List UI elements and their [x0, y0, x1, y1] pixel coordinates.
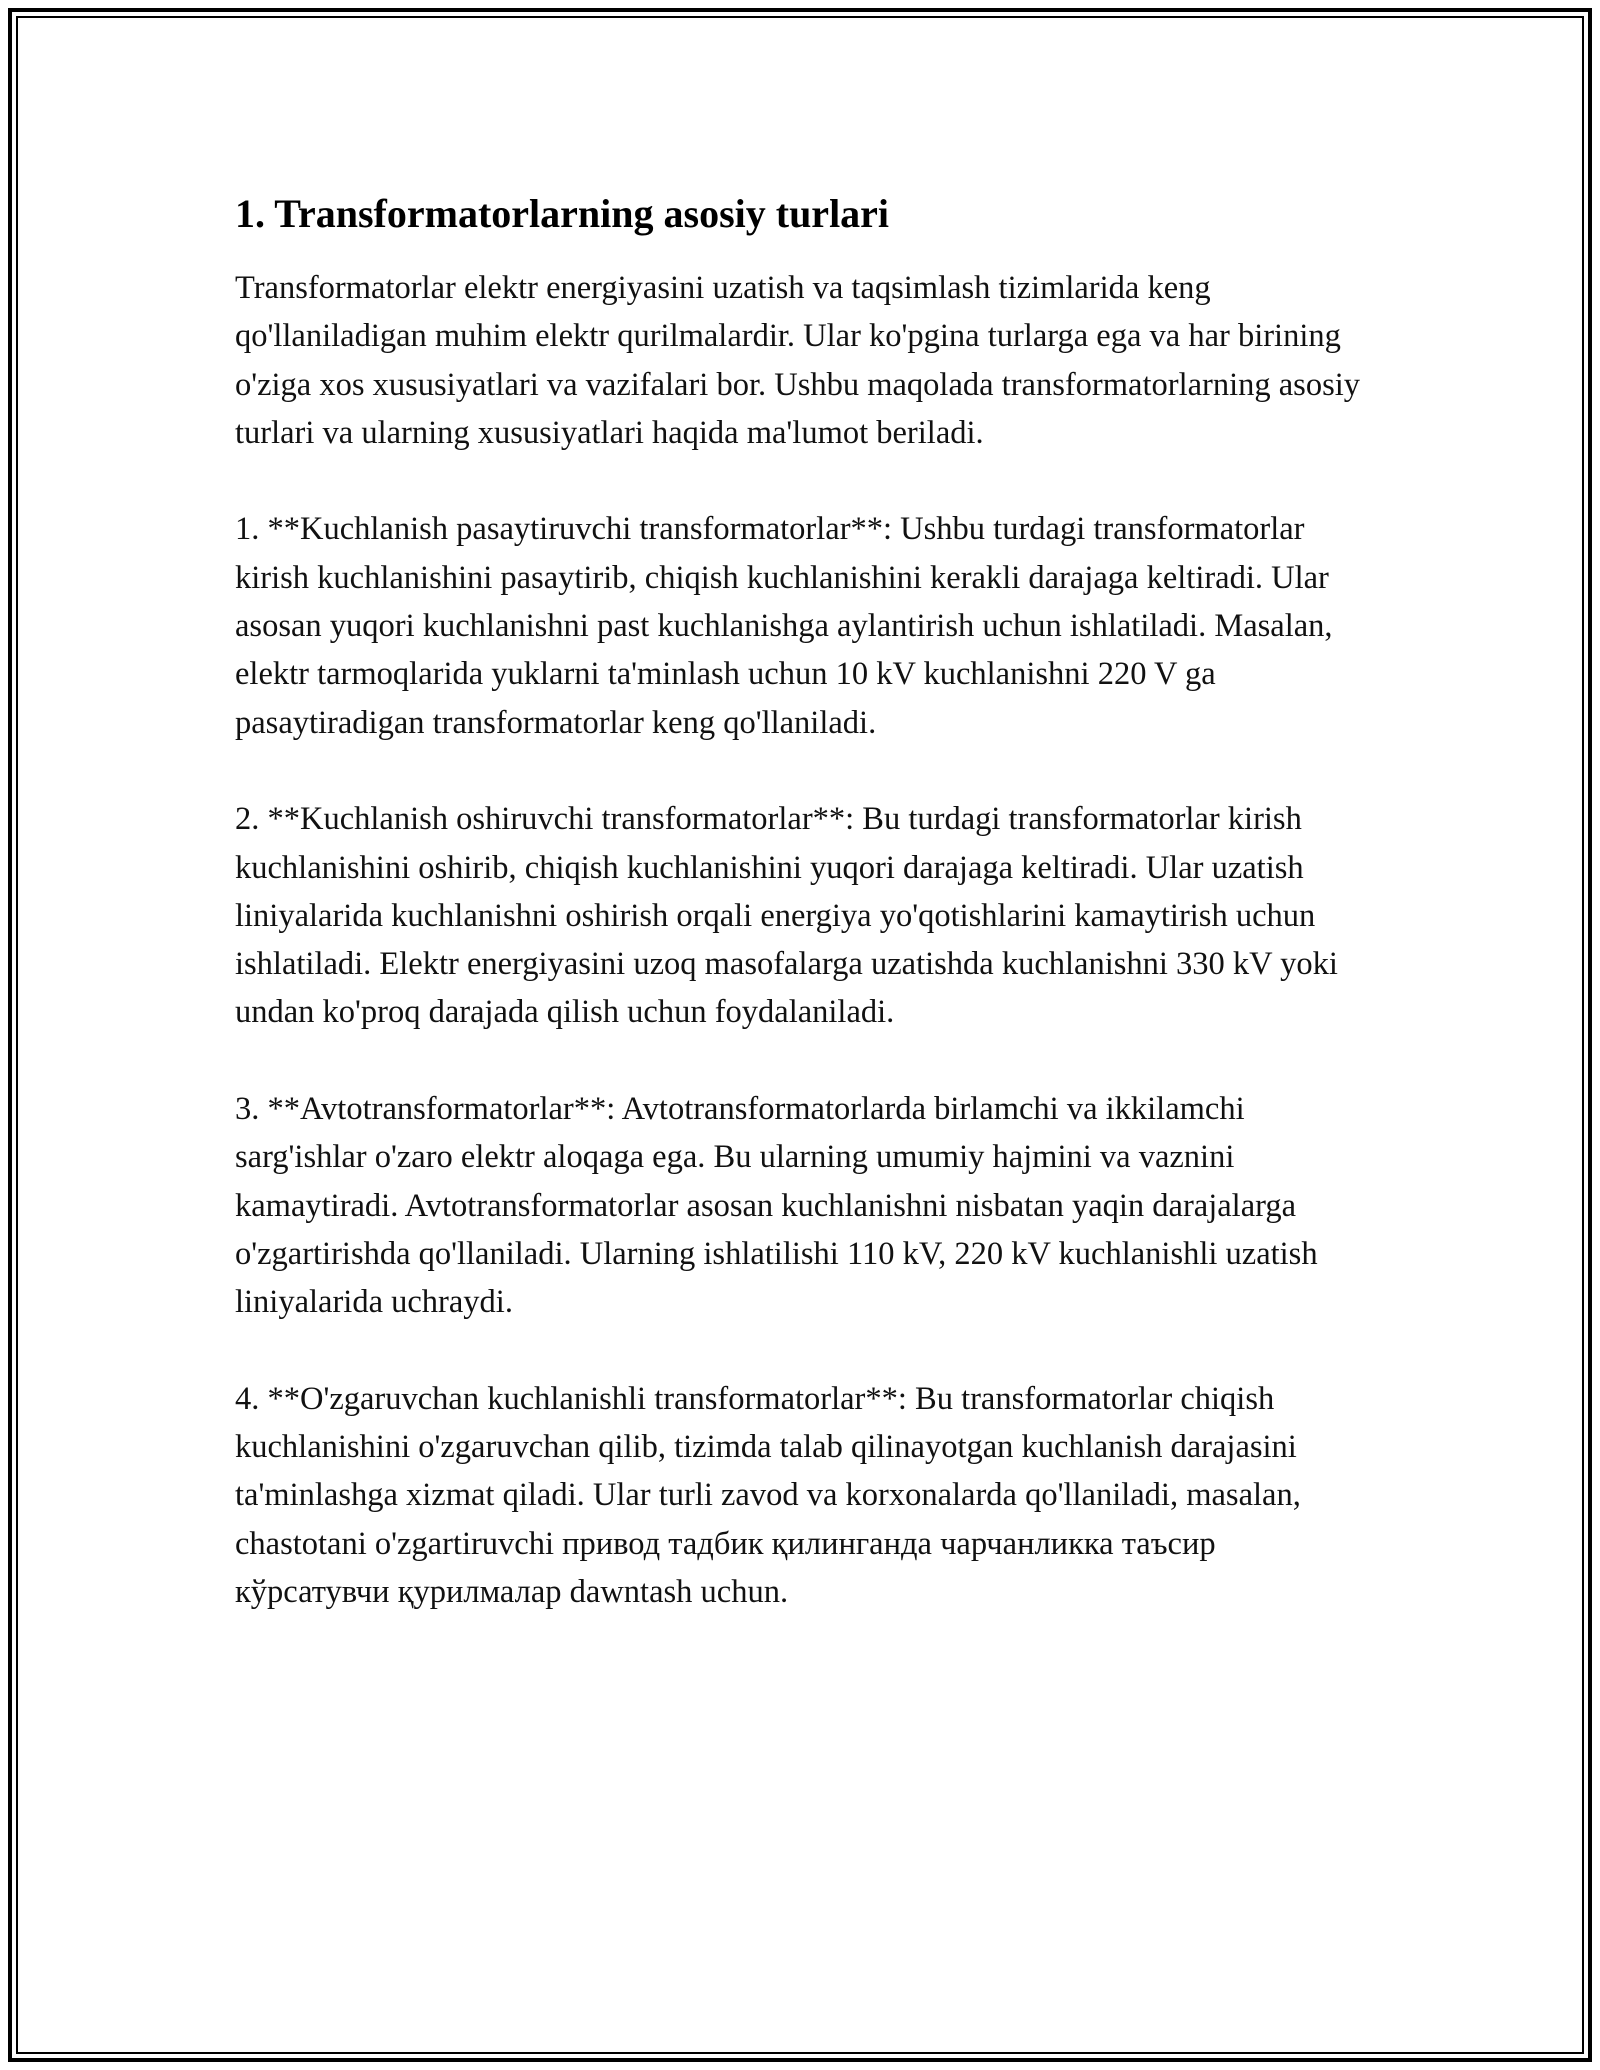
- list-item-1-paragraph: 1. **Kuchlanish pasaytiruvchi transformatorlar**: Ushbu turdagi transformatorlar kirish kuchlanishini pasaytirib, chiqish kuchlanishini kerakli darajaga keltiradi. Ular asosan yuqori kuchlanishni past kuchlanishga aylantirish uchun ishlatiladi. Masalan, elektr tarmoqlarida yuklarni ta'minlash uchun 10 kV kuchlanishni 220 V ga pasaytiradigan transformatorlar keng qo'llaniladi.: [235, 511, 1333, 741]
- list-item-3-paragraph: 3. **Avtotransformatorlar**: Avtotransformatorlarda birlamchi va ikkilamchi sarg'ishlar o'zaro elektr aloqaga ega. Bu ularning umumiy hajmini va vaznini kamaytiradi. Avtotransformatorlar asosan kuchlanishni nisbatan yaqin darajalarga o'zgartirishda qo'llaniladi. Ularning ishlatilishi 110 kV, 220 kV kuchlanishli uzatish liniyalarida uchraydi.: [235, 1091, 1318, 1321]
- document-title: 1. Transformatorlarning asosiy turlari: [235, 191, 890, 236]
- document-body: [235, 188, 1375, 1665]
- list-item-4-paragraph: 4. **O'zgaruvchan kuchlanishli transformatorlar**: Bu transformatorlar chiqish kuchlanishini o'zgaruvchan qilib, tizimda talab qilinayotgan kuchlanish darajasini ta'minlashga xizmat qiladi. Ular turli zavod va korxonalarda qo'llaniladi, masalan, chastotani o'zgartiruvchi привод тадбик қилинганда чарчанликка таъсир кўрсатувчи қурилмалар dawntash uchun.: [235, 1380, 1301, 1611]
- intro-paragraph: Transformatorlar elektr energiyasini uzatish va taqsimlash tizimlarida keng qo'llaniladigan muhim elektr qurilmalardir. Ular ko'pgina turlarga ega va har birining o'ziga xos xususiyatlari va vazifalari bor. Ushbu maqolada transformatorlarning asosiy turlari va ularning xususiyatlari haqida ma'lumot beriladi.: [235, 270, 1360, 451]
- list-item-2-paragraph: 2. **Kuchlanish oshiruvchi transformatorlar**: Bu turdagi transformatorlar kirish kuchlanishini oshirib, chiqish kuchlanishini yuqori darajaga keltiradi. Ular uzatish liniyalarida kuchlanishni oshirish orqali energiya yo'qotishlarini kamaytirish uchun ishlatiladi. Elektr energiyasini uzoq masofalarga uzatishda kuchlanishni 330 kV yoki undan ko'proq darajada qilish uchun foydalaniladi.: [235, 801, 1338, 1031]
